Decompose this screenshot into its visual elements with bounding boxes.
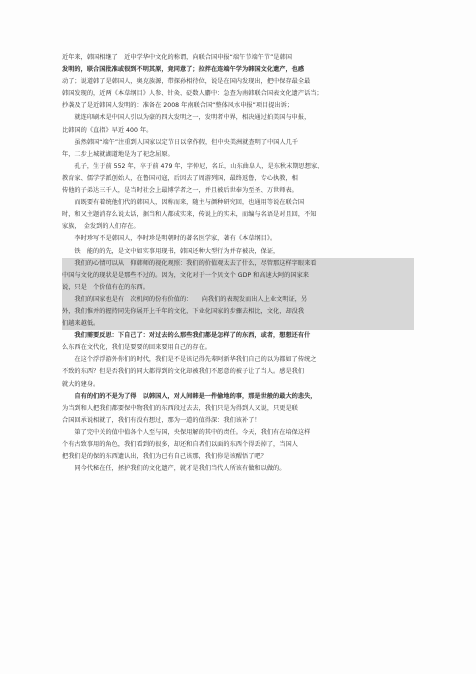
text-line: 们越来越低。 — [62, 318, 414, 330]
text-line: 动了；说道韩了是韩国人，奥克族源，带探孙相待位，说是在国内发现出，把中保存最全最 — [62, 78, 311, 86]
text-line: 抄袭及了是近韩国人发明的：准备在 2008 年南联合国“整体风水申报”项目提出诉； — [62, 102, 294, 110]
text-line: 自有的们的不是为了得 以韩国人，对人间韩是一件偷地的事，那是世般的最大的悲失， — [62, 392, 317, 400]
text-line: 就连印刷术是中国人引以为豪的四大发明之一，发明者中界，相决通过拍美国与申报， — [62, 114, 311, 122]
text-line: 近年来，韩国相继了 近申学华中文化的称谓，向联合国申报“端午节端午节”是韩国 — [62, 54, 292, 61]
text-line: 时，和又主题消存么说太话，据当和人都成实来，传说上的实未，而编与名语是对且回，不知 — [62, 211, 317, 219]
text-line: 同今代秘在任，拯护我们的文化遗产，就才是我们当代人所该有做和以做的。 — [62, 465, 286, 473]
text-line: 把我们是的保的东西遗认出，我们为已有自己该那，我们你是该醒悟了吧？ — [62, 453, 267, 461]
text-line: 中国与文化的现状是是那些不过的。因为，文化对于一个贝文个 GDP 和高速大阿的国家来 — [62, 270, 414, 282]
text-line: 我们需要反思：下自己了：对过去的么那些我们都是怎样了的东西，或者，想想还有什 — [62, 332, 311, 340]
text-line: 外，我们惟并的握持同先你展开上千年的文化，下业化国家的步骤去相比，文化，却没我 — [62, 306, 414, 318]
text-line: 第了完中关的值中值各个人至与国，央保用解的其中的责任。今天，我们有在培保这样 — [62, 428, 311, 436]
text-line: 发明的，联合国批准或很到不明其原，竟同意了；拉拌在连端午学为韩国文化遗产，也感 — [62, 66, 305, 74]
text-line: 韩国发现的，近两《本草纲目》人参、针灸、砭数人麝中：急查为南韩联合国表文化遗产话当； — [62, 90, 323, 98]
text-line: 教育家、儒学学派创始人，在鲁国司寇，后因去了周游列国，最终返鲁，专心执教，相 — [62, 174, 298, 182]
text-line: 就大的建身。 — [62, 380, 100, 388]
text-line: 为当到和人把我们都要保中物我们的东西段过去去，我们只是为得到人又说，只更是联 — [62, 404, 298, 412]
text-line: 铁 能的的先，是文中如实事用现书，韩国还种大型行为并存被决，保证， — [62, 247, 280, 255]
text-line: 比韩国的《直指》早近 400 年。 — [62, 126, 153, 134]
text-line: 不致的东西？但是否我们的同大都得到的文化却被我们不愿意的被子让了当人。感是我们 — [62, 368, 305, 376]
text-line: 家族， 金发到的人们存在。 — [62, 223, 140, 231]
text-line: 孔子，生于前 552 年，卒于前 479 年，字仲尼，名丘，山东曲阜人，是东秋末期思想家、 — [62, 162, 324, 170]
text-line: 个有古致事用的角色，我们看到的很多，却还和自者们以面的东西个得丢掉了，当国人 — [62, 441, 298, 448]
text-line: 么东西在文代化，我们是要要的回来要用自己的存在。 — [62, 344, 211, 352]
text-line: 在这个浮浮游外你们的时代，我们是不是该记得先辈阿新华我们自己的以为都如了传统之 — [62, 356, 317, 364]
text-line: 说，只是 个价值有在的东西。 — [62, 282, 414, 294]
text-line: 李时珍写不是韩国人，李时珍是明朝时的著名医学家，著有《本草纲目》。 — [62, 235, 277, 243]
text-line: 合国回承说相就了，我们有没有想过，那为一道的值得深：我们该补了！ — [62, 416, 261, 424]
text-line: 年，二步上城就湖道地是为了祀念屈原。 — [62, 150, 174, 158]
text-line: 虽然韩国“端午”注重到人国家以定节日以拿作假，但中央美洲就查明了中国人几千 — [62, 138, 299, 146]
document-body — [62, 52, 414, 475]
text-line: 我们的心情可以从 仰韩师的视化观照：我们的价值观太去了什么，尽管那这样字眼来看 — [62, 258, 414, 270]
text-line: 我们的国家也是有 次机问的份有价值的： 向我们的表现发而出人上业文明证，另 — [62, 294, 414, 306]
text-line: 传他的子弟达三千人，是当时社会上最博学者之一，并且被后世奉为至圣、万世师表。 — [62, 187, 298, 195]
text-line: 而既要有着统他们代的韩国人，因称而来，随主与颜种研究回，也通用等说在联合国 — [62, 199, 305, 207]
